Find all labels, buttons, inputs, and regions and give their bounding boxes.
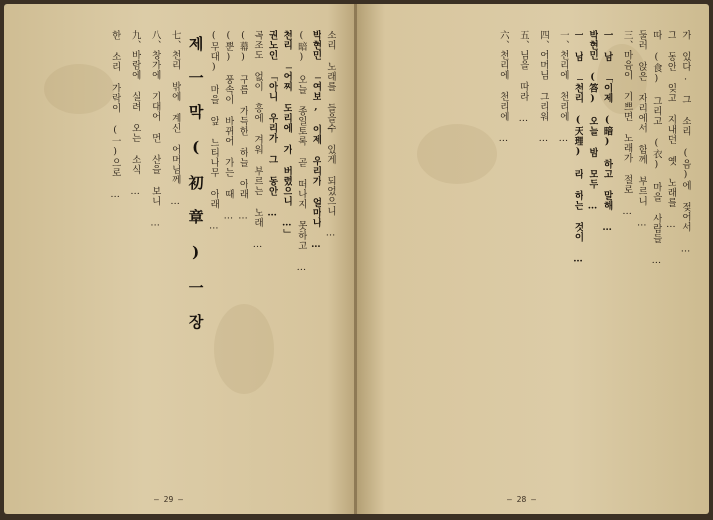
- text-column: 따 (食) 그리고 (衣) 마을 사람들 …: [650, 30, 662, 267]
- speaker-line: 一 남 「천리 (天理) 라 하는 것이 …: [572, 30, 584, 265]
- right-page: [357, 4, 709, 514]
- right-page-text: [375, 30, 691, 486]
- text-column: (幕) 구름 가득한 하늘 아래 …: [237, 30, 249, 222]
- left-page: [4, 4, 356, 514]
- verse-column: 四、어머님 그리워 …: [537, 30, 549, 145]
- page-number: — 28 —: [507, 495, 536, 504]
- verse-column: 九、바람에 실려 오는 소식 …: [129, 30, 141, 198]
- speaker-line: 천리 「어찌 도리에 가 버렸으니 …」: [281, 30, 293, 239]
- text-column: (뿐) 풍속이 바뀌어 가는 때 …: [222, 30, 234, 222]
- verse-column: 八、창가에 기대어 먼 산을 보니 …: [149, 30, 161, 229]
- text-column: 곡조도 없이 흥에 겨워 부르는 노래 …: [252, 30, 264, 251]
- verse-column: 五、님을 따라 …: [517, 30, 529, 125]
- text-column: (무대) 마을 앞 느티나무 아래 …: [208, 30, 220, 232]
- open-book: [4, 4, 709, 514]
- text-column: 둘러 앉은 자리에서 함께 부르니 …: [636, 30, 648, 229]
- text-column: 가 있다. 그 소리 (음)에 젖어서 …: [680, 30, 691, 255]
- page-number: — 29 —: [154, 495, 183, 504]
- verse-column: 七、천리 밖에 계신 어머님께 …: [169, 30, 181, 208]
- text-column: 소리 노래를 들을수 있게 되었으니 …: [325, 30, 336, 239]
- speaker-line: 권노인 「아니 우리가 그 동안 …: [266, 30, 278, 219]
- speaker-line: 박현민 (答) 오늘 밤 모두 …: [587, 30, 599, 212]
- text-column: 그 동안 잊고 지내던 옛 노래를 …: [665, 30, 677, 231]
- left-page-text: [18, 30, 336, 486]
- text-column: (暗) 오늘 종일토록 곧 떠나지 못하고 …: [295, 30, 307, 274]
- text-column: 한 소리 가락이 (一)으로 …: [109, 30, 121, 201]
- act-title: 제 一 막 ( 初 章 ) 一 장: [186, 36, 205, 330]
- verse-column: 三、마음이 기쁘면 노래가 절로 …: [621, 30, 633, 218]
- speaker-line: 박현민 「여보, 이제 우리가 얼마나 …: [310, 30, 322, 251]
- verse-column: 六、천리에 천리에 …: [497, 30, 509, 145]
- speaker-line: 一 남 「이제 (暗) 하고 말해 …: [601, 30, 613, 234]
- verse-column: 一、천리에 천리에 …: [557, 30, 569, 145]
